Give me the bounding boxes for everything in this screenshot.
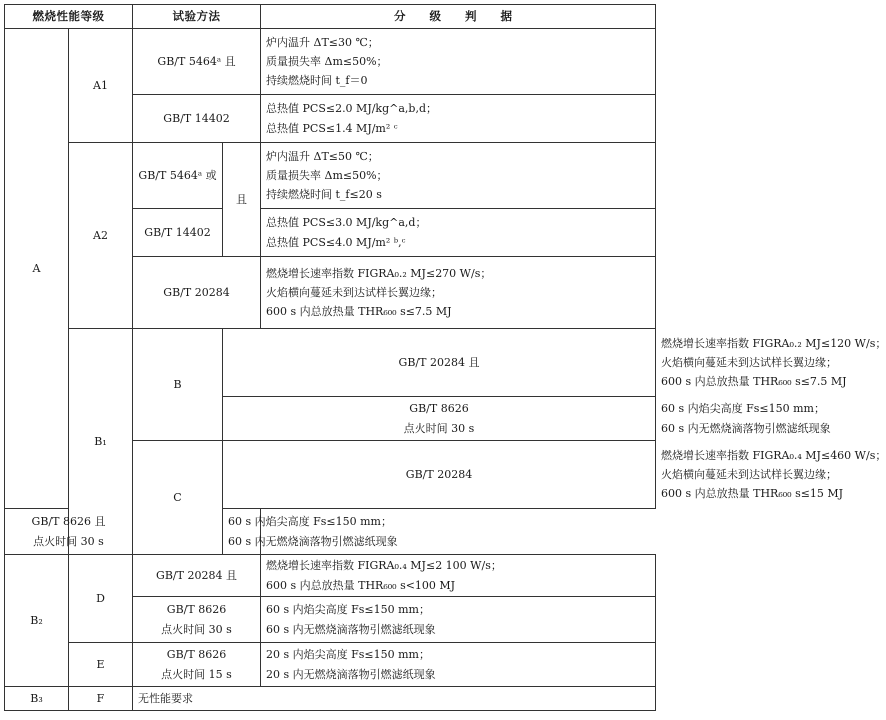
criteria-line: 持续燃烧时间 t_f＝0 <box>266 74 368 88</box>
criteria-line: 600 s 内总放热量 THR₆₀₀ s<100 MJ <box>266 578 456 592</box>
criteria-cell <box>261 143 656 209</box>
method-cell: GB/T 20284 且 <box>223 329 656 397</box>
method-cell <box>133 643 261 687</box>
criteria-cell <box>261 209 656 257</box>
criteria-line: 60 s 内无燃烧滴落物引燃滤纸现象 <box>266 622 436 636</box>
criteria-line: 总热值 PCS≤4.0 MJ/m² ᵇ,ᶜ <box>266 235 406 249</box>
criteria-line: 60 s 内无燃烧滴落物引燃滤纸现象 <box>228 534 398 548</box>
class-B3: B₃ <box>5 687 69 711</box>
criteria-line: 600 s 内总放热量 THR₆₀₀ s≤7.5 MJ <box>266 305 452 319</box>
criteria-line: 燃烧增长速率指数 FIGRA₀.₂ MJ≤270 W/s； <box>266 266 492 280</box>
criteria-line: 火焰横向蔓延未到达试样长翼边缘； <box>266 285 442 299</box>
criteria-cell: 无性能要求 <box>133 687 656 711</box>
criteria-cell <box>261 29 656 95</box>
level-E: E <box>69 643 133 687</box>
criteria-line: 持续燃烧时间 t_f≤20 s <box>266 188 382 202</box>
class-B2: B₂ <box>5 555 69 687</box>
level-F: F <box>69 687 133 711</box>
criteria-line: 60 s 内焰尖高度 Fs≤150 mm； <box>266 603 430 617</box>
method-line: GB/T 8626 <box>409 402 469 416</box>
method-cell <box>5 509 133 555</box>
method-line: 点火时间 30 s <box>161 622 232 636</box>
method-cell: GB/T 20284 <box>133 257 261 329</box>
table-row <box>5 509 656 555</box>
method-line: 点火时间 15 s <box>161 667 232 681</box>
criteria-line: 燃烧增长速率指数 FIGRA₀.₄ MJ≤2 100 W/s； <box>266 559 502 573</box>
header-criteria-text: 分 级 判 据 <box>393 9 522 24</box>
level-C: C <box>133 441 223 555</box>
method-cell: GB/T 14402 <box>133 95 261 143</box>
method-line: GB/T 8626 <box>166 648 227 662</box>
level-A1: A1 <box>69 29 133 143</box>
table-row: GB/T 8626 点火时间 30 s 60 s 内焰尖高度 Fs≤150 mm； 60 s 内无燃烧滴落物引燃滤纸现象 <box>5 397 656 441</box>
criteria-line: 总热值 PCS≤2.0 MJ/kg^a,b,d； <box>266 102 437 116</box>
criteria-cell <box>261 597 656 643</box>
method-cell: GB/T 5464ᵃ 且 <box>133 29 261 95</box>
method-cell <box>223 397 656 441</box>
criteria-line: 总热值 PCS≤3.0 MJ/kg^a,d； <box>266 216 427 230</box>
level-D: D <box>69 555 133 643</box>
criteria-line: 60 s 内焰尖高度 Fs≤150 mm； <box>228 515 392 529</box>
level-B: B <box>133 329 223 441</box>
header-grade: 燃烧性能等级 <box>5 5 133 29</box>
fire-performance-table <box>4 4 886 711</box>
header-criteria <box>261 5 656 29</box>
criteria-line: 炉内温升 ΔT≤50 ℃； <box>266 149 379 163</box>
class-A: A <box>5 29 69 509</box>
criteria-cell <box>261 95 656 143</box>
level-A2: A2 <box>69 143 133 329</box>
method-line: GB/T 8626 <box>166 603 227 617</box>
method-cell: GB/T 20284 且 <box>133 555 261 597</box>
criteria-line: 炉内温升 ΔT≤30 ℃； <box>266 35 379 49</box>
criteria-line: 总热值 PCS≤1.4 MJ/m² ᶜ <box>266 121 398 135</box>
criteria-cell <box>261 643 656 687</box>
table-row <box>5 687 656 711</box>
method-cell <box>133 597 261 643</box>
table-row: B₁ B GB/T 20284 且 燃烧增长速率指数 FIGRA₀.₂ MJ≤120 W/s； 火焰横向蔓延未到达试样长翼边缘； 600 s 内总放热量 THR₆₀₀ s≤7.5 MJ <box>5 329 656 397</box>
table-row <box>5 643 656 687</box>
table-row: C GB/T 20284 燃烧增长速率指数 FIGRA₀.₄ MJ≤460 W/s； 火焰横向蔓延未到达试样长翼边缘； 600 s 内总放热量 THR₆₀₀ s≤15 MJ <box>5 441 656 509</box>
method-cell: GB/T 5464ᵃ 或 <box>133 143 223 209</box>
criteria-line: 质量损失率 Δm≤50%； <box>266 54 388 68</box>
class-B1: B₁ <box>69 329 133 555</box>
criteria-line: 20 s 内无燃烧滴落物引燃滤纸现象 <box>266 667 436 681</box>
method-line: 点火时间 30 s <box>33 534 104 548</box>
table-row <box>5 555 656 597</box>
method-line: GB/T 8626 且 <box>31 515 106 529</box>
criteria-cell <box>261 555 656 597</box>
criteria-cell <box>261 257 656 329</box>
table-row <box>5 29 656 95</box>
criteria-line: 20 s 内焰尖高度 Fs≤150 mm； <box>266 648 430 662</box>
table-header-row <box>5 5 656 29</box>
method-cell: GB/T 14402 <box>133 209 223 257</box>
method-line: 点火时间 30 s <box>403 421 475 435</box>
criteria-line: 质量损失率 Δm≤50%； <box>266 168 388 182</box>
criteria-cell <box>223 509 398 555</box>
method-cell: GB/T 20284 <box>223 441 656 509</box>
and-connector: 且 <box>223 143 261 257</box>
table-row <box>5 143 656 209</box>
header-method: 试验方法 <box>133 5 261 29</box>
